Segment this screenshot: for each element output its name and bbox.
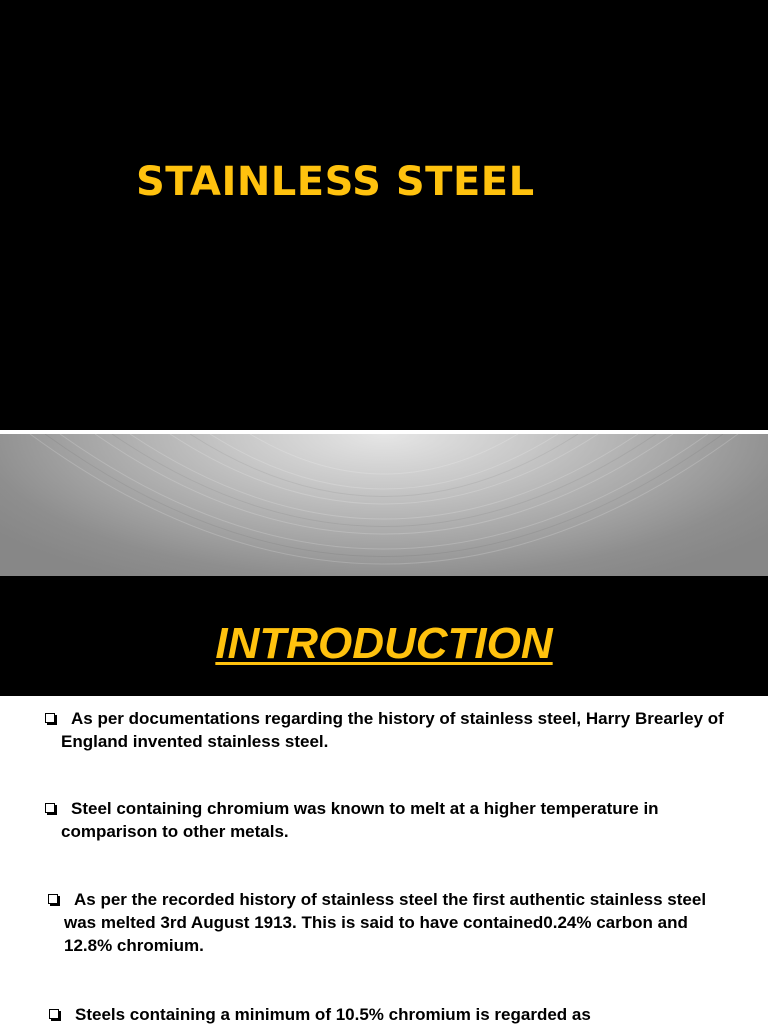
hollow-square-bullet-icon	[45, 803, 55, 813]
bullet-text: As per the recorded history of stainless steel the first authentic stainless steel was melted 3rd August 1913. This is said to have contained0.24% carbon and 12.8% chromium.	[64, 890, 707, 955]
slide-title: STAINLESS STEEL	[136, 159, 535, 205]
brushed-metal-band	[0, 434, 768, 576]
bullet-item	[49, 1003, 729, 1026]
hollow-square-bullet-icon	[45, 713, 55, 723]
bullet-text: Steels containing a minimum of 10.5% chromium is regarded as	[75, 1005, 591, 1024]
bullet-text: Steel containing chromium was known to melt at a higher temperature in comparison to other metals.	[61, 799, 659, 841]
hollow-square-bullet-icon	[49, 1009, 59, 1019]
introduction-heading: INTRODUCTION	[215, 619, 553, 668]
title-slide	[0, 0, 768, 430]
bullet-text: As per documentations regarding the history of stainless steel, Harry Brearley of England invented stainless steel.	[61, 709, 724, 751]
bullet-item	[48, 888, 728, 957]
metal-arc-pattern	[0, 434, 768, 576]
bullet-item	[45, 797, 725, 843]
bullet-item	[45, 707, 725, 753]
hollow-square-bullet-icon	[48, 894, 58, 904]
